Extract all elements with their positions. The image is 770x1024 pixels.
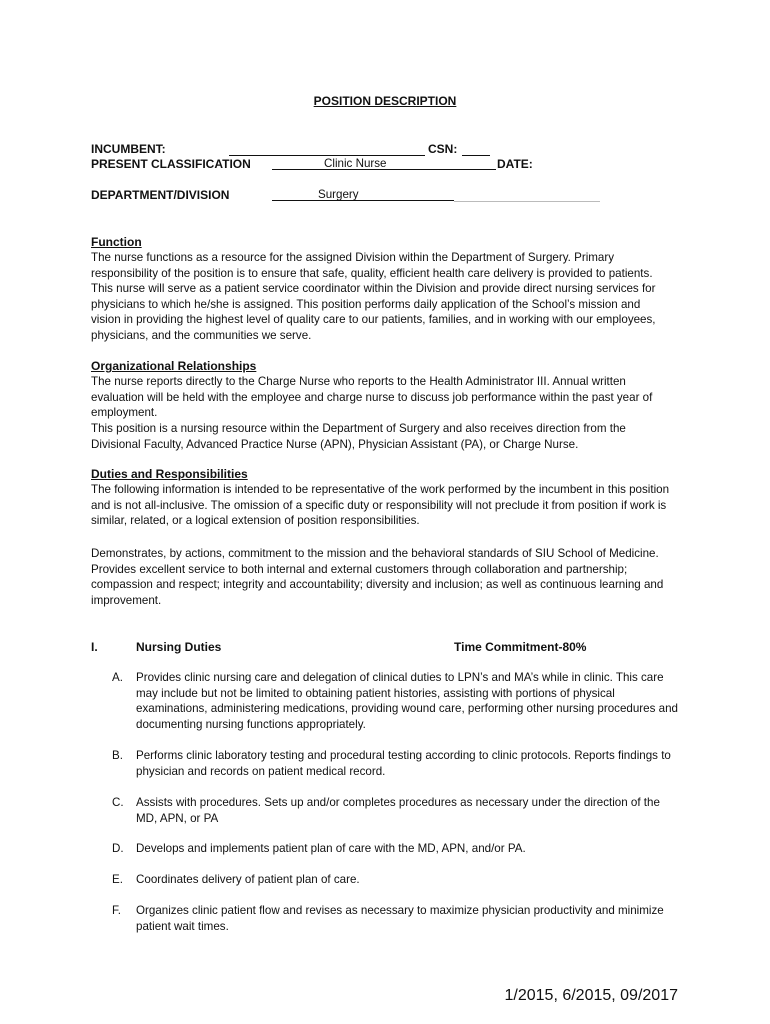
classification-label: PRESENT CLASSIFICATION xyxy=(91,157,251,171)
department-field[interactable]: Surgery xyxy=(272,187,454,201)
revision-dates: 1/2015, 6/2015, 09/2017 xyxy=(504,987,678,1004)
org-relationships-heading: Organizational Relationships xyxy=(91,359,257,373)
list-item xyxy=(112,748,682,779)
list-item-text: Organizes clinic patient flow and revises as necessary to maximize physician productivity and minimize patient wait times. xyxy=(136,904,664,933)
list-item-text: Provides clinic nursing care and delegation of clinical duties to LPN’s and MA’s while in clinic. This care may include but not be limited to obtaining patient histories, assisting with portions of physical examinations, administering medications, providing wound care, performing other nursing procedures and documenting nursing functions appropriately. xyxy=(136,671,678,731)
list-item xyxy=(112,670,682,732)
list-item-letter: A. xyxy=(112,671,123,684)
list-item xyxy=(112,903,682,934)
csn-label: CSN: xyxy=(428,142,458,156)
section-label: Nursing Duties xyxy=(136,640,222,654)
list-item-text: Assists with procedures. Sets up and/or completes procedures as necessary under the direction of the MD, APN, or PA xyxy=(136,796,660,825)
time-commitment: Time Commitment-80% xyxy=(454,640,587,654)
date-label: DATE: xyxy=(497,157,533,171)
duties-text-1: The following information is intended to be representative of the work performed by the incumbent in this position and is not all-inclusive. The omission of a specific duty or responsibility will not preclude it from position if work is similar, related, or a logical extension of position responsibilities. xyxy=(91,483,670,528)
classification-field[interactable]: Clinic Nurse xyxy=(272,156,496,170)
section-number: I. xyxy=(91,640,98,654)
list-item-letter: C. xyxy=(112,796,124,809)
list-item-letter: F. xyxy=(112,904,122,917)
incumbent-label: INCUMBENT: xyxy=(91,142,166,156)
list-item-letter: D. xyxy=(112,842,124,855)
list-item-letter: B. xyxy=(112,749,123,762)
function-text: The nurse functions as a resource for the assigned Division within the Department of Surgery. Primary responsibility of the position is to ensure that safe, quality, efficient health care delivery is provided to patients. This nurse will serve as a patient service coordinator within the Division and provide direct nursing services for physicians to which he/she is assigned. This position performs daily application of the School’s mission and vision in providing the highest level of quality care to our patients, families, and in working with our employees, physicians, and the communities we serve. xyxy=(91,251,656,342)
list-item xyxy=(112,841,682,857)
list-item-letter: E. xyxy=(112,873,123,886)
function-heading: Function xyxy=(91,235,142,249)
list-item-text: Performs clinic laboratory testing and procedural testing according to clinic protocols. Reports findings to physician and records on patient medical record. xyxy=(136,749,671,778)
list-item xyxy=(112,795,682,826)
org-relationships-text-1: The nurse reports directly to the Charge Nurse who reports to the Health Administrator III. Annual written evaluation will be held with the employee and charge nurse to discuss job performance within the past year of employment. xyxy=(91,375,653,420)
duties-heading: Duties and Responsibilities xyxy=(91,467,248,481)
list-item xyxy=(112,872,682,888)
csn-field[interactable] xyxy=(462,141,490,156)
department-label: DEPARTMENT/DIVISION xyxy=(91,188,230,202)
incumbent-field[interactable] xyxy=(229,141,425,156)
org-relationships-text-2: This position is a nursing resource within the Department of Surgery and also receives direction from the Divisional Faculty, Advanced Practice Nurse (APN), Physician Assistant (PA), or Charge Nurse. xyxy=(91,422,626,451)
department-field-extension xyxy=(454,187,600,202)
document-title: POSITION DESCRIPTION xyxy=(313,94,457,108)
duties-text-2: Demonstrates, by actions, commitment to the mission and the behavioral standards of SIU School of Medicine. Provides excellent service to both internal and external customers through collaboration and partnership; compassion and respect; integrity and accountability; diversity and inclusion; as well as continuous learning and improvement. xyxy=(91,547,664,607)
list-item-text: Coordinates delivery of patient plan of care. xyxy=(136,873,360,886)
list-item-text: Develops and implements patient plan of care with the MD, APN, and/or PA. xyxy=(136,842,526,855)
